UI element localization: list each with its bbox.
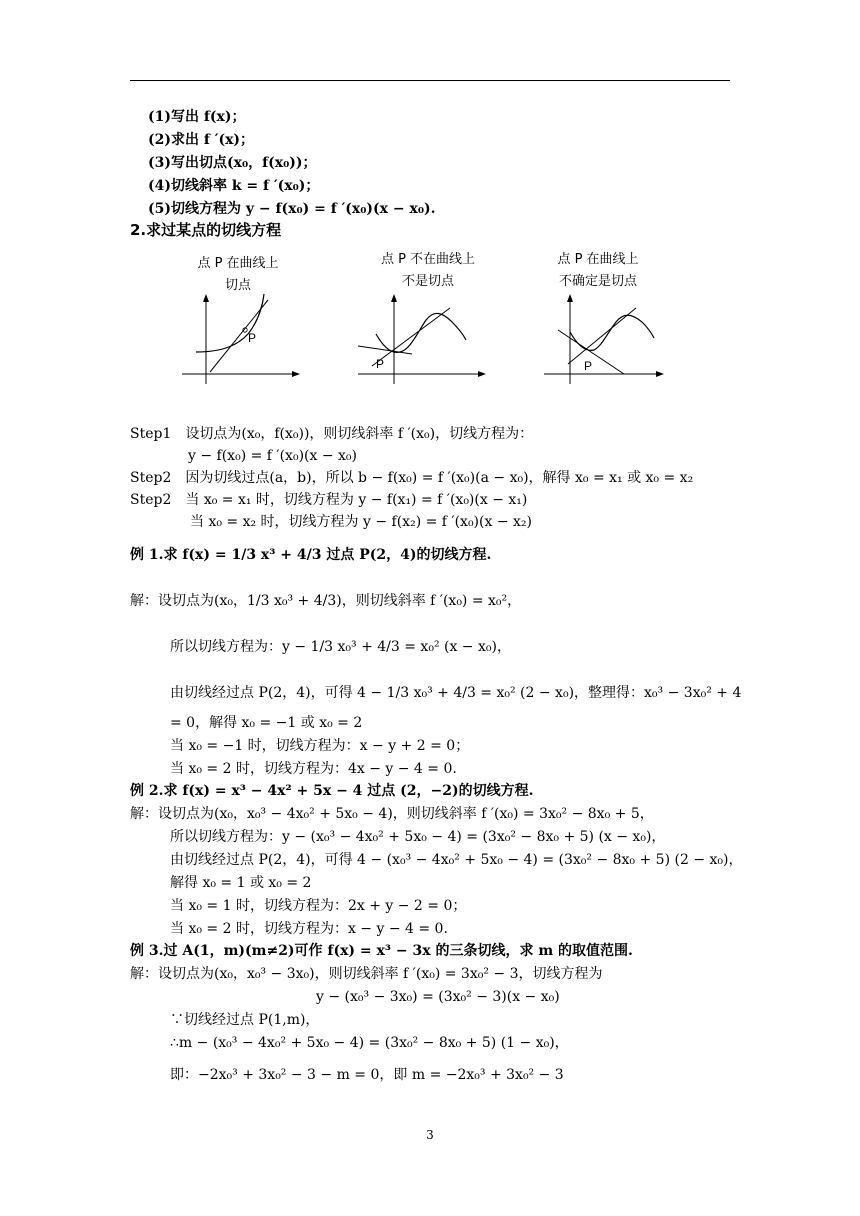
example-2-line-4: 解得 x₀ = 1 或 x₀ = 2 (170, 875, 312, 891)
figure-2-caption-2: 不是切点 (401, 274, 454, 289)
example-3-line-2: y − (x₀³ − 3x₀) = (3x₀² − 3)(x − x₀) (316, 989, 560, 1005)
method-step3-case2: 当 x₀ = x₂ 时，切线方程为 y − f(x₂) = f ′(x₀)(x − x₂) (190, 514, 532, 530)
step-2: (2)求出 f ′(x)； (148, 132, 255, 148)
figure-2-point-label: P (376, 357, 385, 371)
example-1-line-3: 由切线经过点 P(2，4)，可得 4 − 1/3 x₀³ + 4/3 = x₀² (2 − x₀)，整理得：x₀³ − 3x₀² + 4 (170, 685, 742, 701)
figure-1-caption-1: 点 P 在曲线上 (197, 256, 279, 271)
example-1-line-2: 所以切线方程为：y − 1/3 x₀³ + 4/3 = x₀² (x − x₀)， (170, 639, 511, 655)
step-5: (5)切线方程为 y − f(x₀) = f ′(x₀)(x − x₀). (148, 201, 436, 217)
method-step1: Step1 设切点为(x₀，f(x₀))，则切线斜率 f ′(x₀)，切线方程为： (130, 426, 534, 442)
example-2-title: 例 2.求 f(x) = x³ − 4x² + 5x − 4 过点 (2，−2)的切线方程. (130, 783, 534, 799)
method-step3: Step2 当 x₀ = x₁ 时，切线方程为 y − f(x₁) = f ′(x₀)(x − x₁) (130, 492, 528, 508)
example-2-line-5: 当 x₀ = 1 时，切线方程为：2x + y − 2 = 0； (170, 898, 467, 914)
example-1-line-1: 解：设切点为(x₀，1/3 x₀³ + 4/3)，则切线斜率 f ′(x₀) = x₀²， (130, 593, 522, 609)
step-4: (4)切线斜率 k = f ′(x₀)； (148, 178, 320, 194)
figure-2-point-off-curve (354, 290, 490, 386)
figure-2-caption-1: 点 P 不在曲线上 (380, 252, 476, 267)
example-3-line-5: 即：−2x₀³ + 3x₀² − 3 − m = 0，即 m = −2x₀³ + 3x₀² − 3 (170, 1067, 564, 1083)
figure-3-point-label: P (584, 359, 593, 373)
section-title: 2.求过某点的切线方程 (130, 221, 282, 239)
example-3-title: 例 3.过 A(1，m)(m≠2)可作 f(x) = x³ − 3x 的三条切线，求 m 的取值范围. (130, 943, 633, 959)
figure-1-caption-2: 切点 (224, 278, 251, 293)
method-step1-equation: y − f(x₀) = f ′(x₀)(x − x₀) (188, 448, 357, 464)
example-2-line-3: 由切线经过点 P(2，4)，可得 4 − (x₀³ − 4x₀² + 5x₀ − 4) = (3x₀² − 8x₀ + 5) (2 − x₀)， (170, 852, 743, 868)
example-3-line-3: ∵切线经过点 P(1,m)， (170, 1012, 320, 1028)
figure-1-point-label: P (248, 331, 257, 345)
example-2-line-6: 当 x₀ = 2 时，切线方程为：x − y − 4 = 0. (170, 921, 448, 937)
example-1-line-5: 当 x₀ = −1 时，切线方程为：x − y + 2 = 0； (170, 738, 470, 754)
figure-1-tangent-at-point (178, 290, 304, 386)
step-3: (3)写出切点(x₀，f(x₀))； (148, 155, 317, 171)
example-2-line-1: 解：设切点为(x₀，x₀³ − 4x₀² + 5x₀ − 4)，则切线斜率 f ′(x₀) = 3x₀² − 8x₀ + 5， (130, 806, 654, 822)
example-1-line-4: = 0，解得 x₀ = −1 或 x₀ = 2 (170, 715, 363, 731)
example-3-line-4: ∴m − (x₀³ − 4x₀² + 5x₀ − 4) = (3x₀² − 8x₀ + 5) (1 − x₀)， (170, 1035, 569, 1051)
method-step2: Step2 因为切线过点(a，b)，所以 b − f(x₀) = f ′(x₀)(a − x₀)，解得 x₀ = x₁ 或 x₀ = x₂ (130, 470, 694, 486)
figure-3-caption-2: 不确定是切点 (558, 274, 637, 289)
figure-3-point-on-curve (540, 290, 670, 386)
example-3-line-1: 解：设切点为(x₀，x₀³ − 3x₀)，则切线斜率 f ′(x₀) = 3x₀² − 3，切线方程为 (130, 966, 603, 982)
example-1-line-6: 当 x₀ = 2 时，切线方程为：4x − y − 4 = 0. (170, 761, 457, 777)
header-rule (130, 80, 730, 81)
page-number: 3 (426, 1128, 434, 1142)
example-1-title: 例 1.求 f(x) = 1/3 x³ + 4/3 过点 P(2，4)的切线方程. (130, 547, 492, 563)
step-1: (1)写出 f(x)； (148, 109, 246, 125)
example-2-line-2: 所以切线方程为：y − (x₀³ − 4x₀² + 5x₀ − 4) = (3x₀² − 8x₀ + 5) (x − x₀)， (170, 829, 666, 845)
figure-3-caption-1: 点 P 在曲线上 (557, 252, 639, 267)
